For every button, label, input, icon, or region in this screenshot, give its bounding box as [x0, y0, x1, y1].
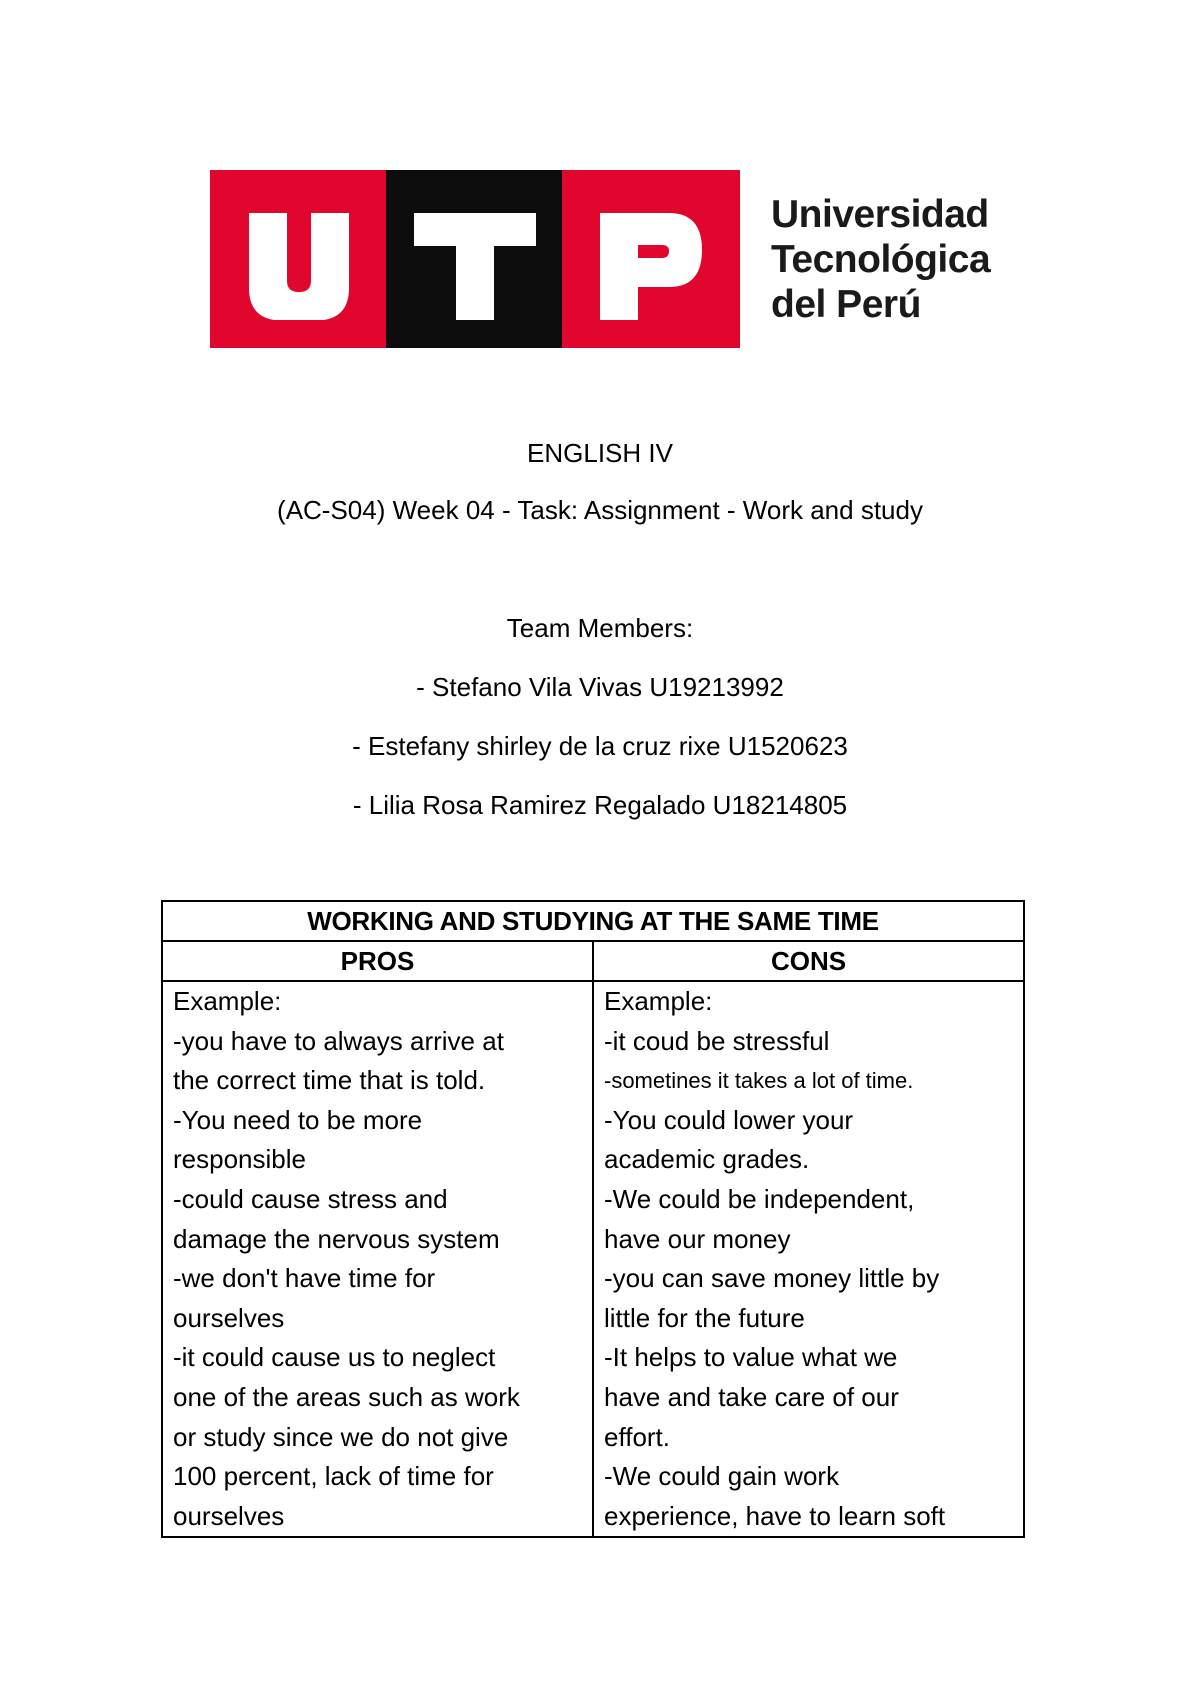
table-body-row: [162, 981, 1024, 1537]
pros-line: ourselves: [173, 1500, 285, 1531]
pros-line: the correct time that is told.: [173, 1065, 486, 1096]
utp-logo: [210, 170, 1010, 348]
wordmark-line-2: Tecnológica: [771, 238, 991, 281]
pros-line: responsible: [173, 1144, 306, 1175]
pros-line: -You need to be more: [173, 1104, 423, 1135]
cons-header: CONS: [593, 941, 1024, 981]
pros-line: damage the nervous system: [173, 1223, 500, 1254]
team-members-label: Team Members:: [506, 613, 694, 643]
pros-line: or study since we do not give: [173, 1421, 509, 1452]
cons-line: -sometines it takes a lot of time.: [604, 1068, 914, 1094]
table-title: WORKING AND STUDYING AT THE SAME TIME: [162, 901, 1024, 941]
cons-line: -it coud be stressful: [604, 1025, 830, 1056]
table-header-row: [162, 941, 1024, 981]
wordmark-line-3: del Perú: [771, 283, 921, 326]
cons-line: Example:: [604, 986, 713, 1016]
pros-line: one of the areas such as work: [173, 1381, 520, 1412]
cons-line: have our money: [604, 1223, 791, 1254]
cons-line: little for the future: [604, 1302, 805, 1333]
pros-cell: [162, 981, 593, 1537]
task-title: (AC-S04) Week 04 - Task: Assignment - Work and study: [277, 495, 923, 525]
cons-line: -It helps to value what we: [604, 1342, 898, 1373]
cons-line: -You could lower your: [604, 1104, 854, 1135]
utp-logo-blocks: [210, 170, 740, 348]
team-member-2: - Estefany shirley de la cruz rixe U1520623: [352, 731, 848, 761]
pros-line: 100 percent, lack of time for: [173, 1461, 494, 1492]
pros-line: -you have to always arrive at: [173, 1025, 504, 1056]
team-member-1: - Stefano Vila Vivas U19213992: [416, 672, 784, 702]
cons-line: -We could gain work: [604, 1461, 840, 1492]
table-title-row: [162, 901, 1024, 941]
pros-header: PROS: [162, 941, 593, 981]
team-member-3: - Lilia Rosa Ramirez Regalado U18214805: [352, 790, 848, 820]
cons-line: academic grades.: [604, 1144, 810, 1175]
cons-line: -you can save money little by: [604, 1263, 940, 1294]
course-title: ENGLISH IV: [527, 438, 673, 468]
cons-line: have and take care of our: [604, 1381, 899, 1412]
pros-line: -it could cause us to neglect: [173, 1342, 496, 1373]
wordmark-line-1: Universidad: [771, 193, 989, 236]
logo-wordmark: [771, 192, 1011, 327]
pros-line: Example:: [173, 986, 282, 1016]
cons-line: experience, have to learn soft: [604, 1500, 946, 1531]
cons-line: effort.: [604, 1421, 671, 1452]
pros-line: -could cause stress and: [173, 1183, 448, 1214]
pros-cons-table: [161, 900, 1025, 1538]
cons-cell: [593, 981, 1024, 1537]
pros-line: ourselves: [173, 1302, 285, 1333]
pros-line: -we don't have time for: [173, 1263, 436, 1294]
cons-line: -We could be independent,: [604, 1183, 915, 1214]
logo-block-u: [210, 170, 388, 348]
